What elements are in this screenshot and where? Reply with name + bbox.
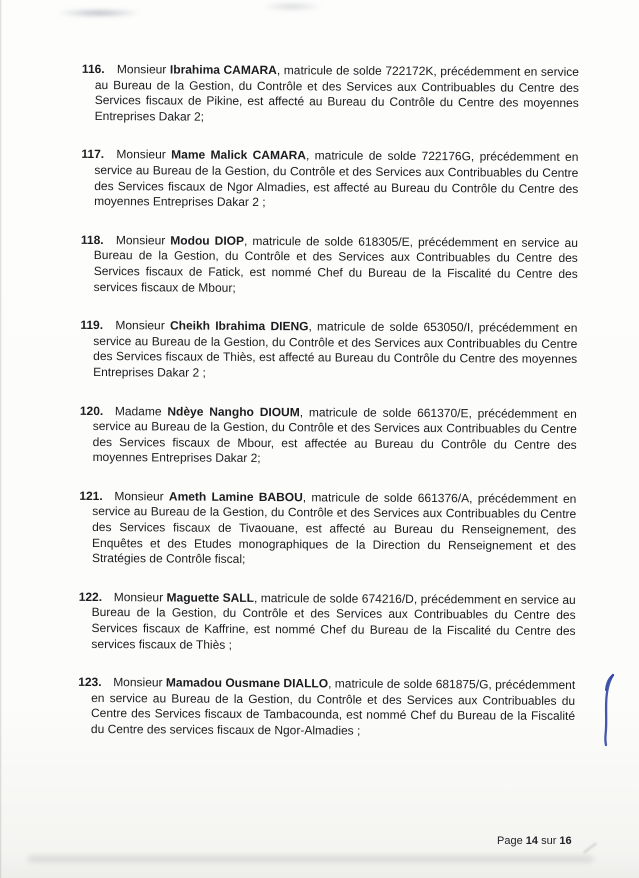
entry-salutation: Monsieur	[115, 318, 171, 333]
entry-number: 123.	[78, 675, 102, 690]
footer-page-label: Page	[497, 835, 523, 847]
entry-details: , matricule de solde 722172K, précédemment en service au Bureau de la Gestion, du Contrôle et des Services aux Contribuables du Centre des Services fiscaux de Pikine, est affecté au Bureau du Contrôle du Centre des moyennes Entreprises Dakar 2;	[94, 63, 579, 124]
footer-page-number: 14	[525, 835, 539, 847]
entry-number: 118.	[80, 232, 104, 247]
entry-details: , matricule de solde 661370/E, précédemment en service au Bureau de la Gestion, du Contrôle et des Services aux Contribuables du Centre des Services fiscaux de Mbour, est affectée au Bureau du Contrôle du Centre des moyennes Entreprises Dakar 2;	[92, 404, 577, 466]
entry-details: , matricule de solde 618305/E, précédemment en service au Bureau de la Gestion, du Contrôle et des Services aux Contribuables du Centre des Services fiscaux de Fatick, est nommé Chef du Bureau de la Fiscalité du Centre des services fiscaux de Mbour;	[93, 233, 578, 295]
entry-person-name: Ibrahima CAMARA	[169, 62, 277, 78]
entry-salutation: Monsieur	[113, 589, 167, 605]
entry-details: , matricule de solde 661376/A, précédemment en service au Bureau de la Gestion, du Contrôle et des Services aux Contribuables du Centre des Services fiscaux de Tivaouane, est affecté au Bureau du Renseignement, des Enquêtes et des Etudes monographiques de la Direction du Renseignement et des Stratégies de Contrôle fiscal;	[91, 490, 577, 567]
entry-salutation: Monsieur	[116, 147, 172, 162]
list-item	[79, 488, 577, 570]
entry-person-name: Ameth Lamine BABOU	[168, 489, 303, 505]
list-item	[80, 232, 578, 298]
entry-person-name: Maguette SALL	[166, 590, 255, 605]
pen-mark-annotation	[593, 666, 623, 754]
scan-edge-line	[0, 0, 2, 878]
entry-person-name: Mamadou Ousmane DIALLO	[165, 675, 329, 691]
entry-person-name: Modou DIOP	[170, 233, 245, 248]
entry-details: , matricule de solde 653050/I, précédemment en service au Bureau de la Gestion, du Contrôle et des Services aux Contribuables du Centre des Services fiscaux de Thiès, est affecté au Bureau du Contrôle du Centre des moyennes Entreprises Dakar 2 ;	[93, 319, 578, 380]
list-item	[78, 675, 576, 740]
entry-number: 120.	[79, 403, 104, 418]
entry-person-name: Cheikh Ibrahima DIENG	[169, 318, 309, 334]
list-item	[81, 61, 579, 127]
entry-details: , matricule de solde 681875/G, précédemment en service au Bureau de la Gestion, du Contrôle et des Services aux Contribuables du Centre des Services fiscaux de Tambacounda, est nommé Chef du Bureau de la Fiscalité du Centre des services fiscaux de Ngor-Almadies ;	[90, 676, 576, 738]
list-item	[79, 403, 577, 468]
list-item	[80, 318, 578, 383]
scan-corner-mark	[583, 842, 597, 853]
entry-number: 121.	[79, 488, 103, 503]
entry-salutation: Madame	[114, 403, 168, 418]
list-item	[81, 147, 579, 212]
entry-number: 117.	[81, 147, 105, 162]
scan-smudge	[263, 2, 321, 11]
list-item	[78, 589, 576, 655]
entry-person-name: Mame Malick CAMARA	[171, 147, 307, 163]
footer-separator: sur	[541, 835, 557, 847]
footer-page-total: 16	[559, 835, 572, 847]
scan-bottom-shadow	[28, 856, 593, 862]
entry-details: , matricule de solde 674216/D, précédemment en service au Bureau de la Gestion, du Contrôle et des Services aux Contribuables du Centre des Services fiscaux de Kaffrine, est nommé Chef du Bureau de la Fiscalité du Centre des services fiscaux de Thiès ;	[91, 590, 576, 652]
page-footer	[497, 835, 572, 847]
entry-salutation: Monsieur	[114, 489, 169, 504]
document-body	[78, 61, 579, 764]
entry-details: , matricule de solde 722176G, précédemment en service au Bureau de la Gestion, du Contrôle et des Services aux Contribuables du Centre des Services fiscaux de Ngor Almadies, est affecté au Bureau du Contrôle du Centre des moyennes Entreprises Dakar 2 ;	[94, 148, 579, 210]
entry-salutation: Monsieur	[113, 675, 167, 690]
entry-number: 119.	[80, 318, 104, 333]
entry-salutation: Monsieur	[116, 62, 170, 77]
entry-salutation: Monsieur	[115, 232, 171, 248]
entry-person-name: Ndèye Nangho DIOUM	[167, 403, 300, 419]
entry-number: 116.	[81, 61, 105, 77]
entry-number: 122.	[78, 589, 103, 604]
scan-smudge	[58, 9, 140, 17]
